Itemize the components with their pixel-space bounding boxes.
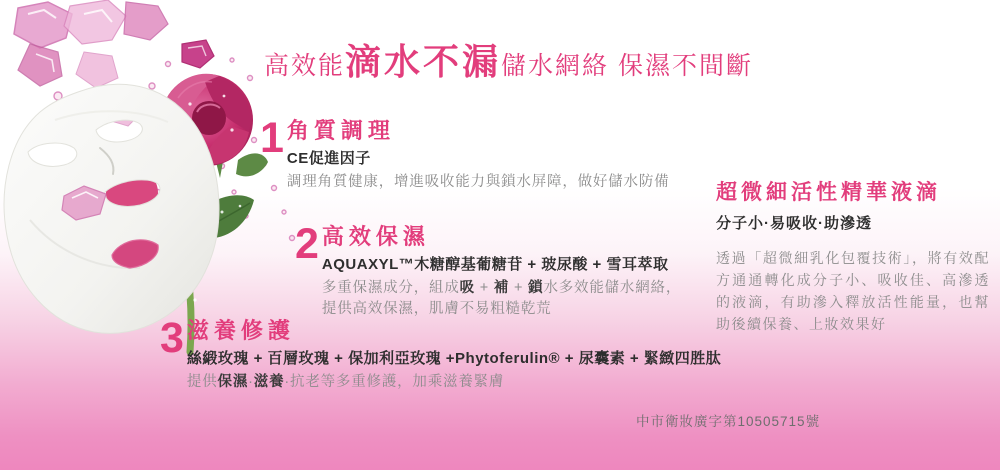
section-subheading: 絲緞玫瑰 + 百層玫瑰 + 保加利亞玫瑰 +Phytoferulin® + 尿囊素 + 緊緻四胜肽 (186, 350, 722, 367)
section-body (322, 278, 681, 320)
headline-prefix: 高效能 (264, 52, 346, 80)
section-number: 1 (260, 114, 284, 162)
section-body: 提供保濕·滋養·抗老等多重修護，加乘滋養緊膚 (186, 374, 505, 390)
registration-number: 中市衛妝廣字第10505715號 (636, 414, 821, 429)
section-heading: 高效保濕 (321, 224, 430, 249)
section-subheading: CE促進因子 (286, 150, 371, 167)
side-panel-micro-essence (716, 176, 990, 335)
section-number: 3 (160, 314, 184, 362)
section-subheading: AQUAXYL™木糖醇基葡糖苷 + 玻尿酸 + 雪耳萃取 (321, 256, 669, 273)
section-body: 調理角質健康，增進吸收能力與鎖水屏障，做好儲水防備 (286, 174, 670, 190)
side-panel-body: 透過「超微細乳化包覆技術」，將有效配方通通轉化成分子小、吸收佳、高滲透的液滴，有助滲入釋放活性能量，也幫助後續保養、上妝效果好 (716, 250, 990, 332)
section-nourishing-repair (160, 314, 722, 393)
section-keratin-conditioning (260, 114, 670, 193)
side-panel-subheading: 分子小·易吸收·助滲透 (716, 215, 872, 232)
section-heading: 角質調理 (286, 118, 395, 143)
section-body-line1: 多重保濕成分，組成吸 + 補 + 鎖水多效能儲水網絡， (321, 280, 682, 296)
side-panel-heading: 超微細活性精華液滴 (716, 181, 941, 204)
section-number: 2 (295, 220, 319, 268)
section-heading: 滋養修護 (186, 318, 295, 343)
headline-suffix: 儲水網絡 保濕不間斷 (501, 52, 753, 80)
section-high-efficiency-hydration (295, 220, 682, 320)
headline-emphasis: 滴水不漏 (345, 41, 502, 82)
headline (264, 34, 753, 85)
section-body-line2: 提供高效保濕，肌膚不易粗糙乾荒 (321, 301, 552, 317)
sheet-mask-icon (4, 84, 219, 333)
